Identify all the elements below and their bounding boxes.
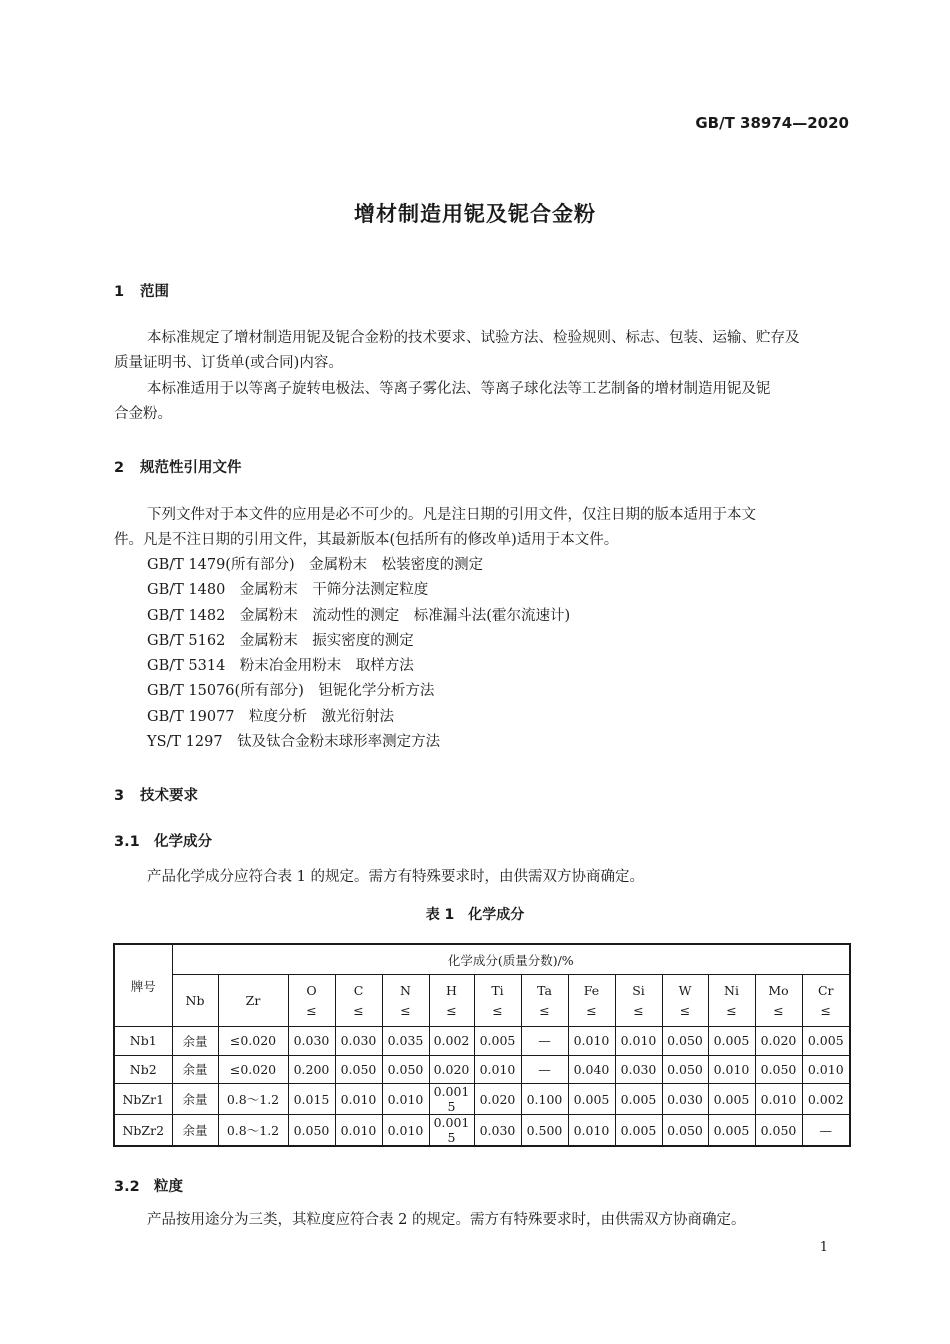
- reference-item: YS/T 1297 钛及钛合金粉末球形率测定方法: [147, 734, 441, 751]
- table-cell: 0.005: [474, 1027, 521, 1056]
- column-header: [474, 975, 521, 1027]
- leq-symbol: ≤: [679, 1002, 691, 1018]
- section-2-heading: [114, 456, 242, 477]
- reference-item: GB/T 19077 粒度分析 激光衍射法: [147, 708, 395, 725]
- grade-cell: Nb1: [114, 1027, 172, 1056]
- section-number: 3.2: [114, 1179, 140, 1195]
- grade-cell: Nb2: [114, 1055, 172, 1084]
- leq-symbol: ≤: [539, 1002, 550, 1018]
- grade-cell: NbZr2: [114, 1115, 172, 1147]
- table-cell: 0.002: [802, 1084, 850, 1115]
- column-header-label: Cr: [817, 982, 834, 998]
- leq-symbol: ≤: [306, 1002, 317, 1018]
- table-cell: 0.040: [568, 1055, 615, 1084]
- leq-symbol: ≤: [353, 1002, 364, 1018]
- table-cell: 0.005: [615, 1084, 662, 1115]
- table-cell: 0.001 5: [429, 1115, 474, 1147]
- column-header: [335, 975, 382, 1027]
- table-cell: 0.500: [521, 1115, 568, 1147]
- table-cell: 余量: [172, 1027, 218, 1056]
- leq-symbol: ≤: [586, 1002, 597, 1018]
- table-cell: 0.010: [474, 1055, 521, 1084]
- table-cell: 0.010: [615, 1027, 662, 1056]
- section-3-heading: [114, 784, 198, 805]
- table-cell: 0.020: [474, 1084, 521, 1115]
- section-3-2-heading: [114, 1175, 183, 1196]
- table-cell: 0.010: [568, 1115, 615, 1147]
- leq-symbol: ≤: [492, 1002, 503, 1018]
- text-line: 本标准适用于以等离子旋转电极法、等离子雾化法、等离子球化法等工艺制备的增材制造用铌及铌: [147, 381, 771, 397]
- table-cell: 0.020: [755, 1027, 802, 1056]
- table-cell: 0.005: [802, 1027, 850, 1056]
- table-subheader-row: [114, 975, 850, 1027]
- table-cell: 0.200: [288, 1055, 335, 1084]
- text-line: 合金粉。: [114, 406, 172, 422]
- column-header: [568, 975, 615, 1027]
- section-number: 1: [114, 284, 125, 300]
- table-cell: 0.015: [288, 1084, 335, 1115]
- text-line: 产品化学成分应符合表 1 的规定。需方有特殊要求时，由供需双方协商确定。: [147, 869, 644, 885]
- table-row: [114, 1027, 850, 1056]
- column-header-label: Si: [632, 982, 645, 998]
- column-header: [708, 975, 755, 1027]
- column-header: [755, 975, 802, 1027]
- table-cell: 0.050: [755, 1055, 802, 1084]
- table-cell: ≤0.020: [218, 1055, 288, 1084]
- table-cell: —: [521, 1027, 568, 1056]
- table-cell: 0.005: [708, 1115, 755, 1147]
- chemical-composition-table: [113, 943, 851, 1147]
- table-cell: ≤0.020: [218, 1027, 288, 1056]
- section-2-paragraph: [114, 503, 849, 553]
- text-line: 下列文件对于本文件的应用是必不可少的。凡是注日期的引用文件，仅注日期的版本适用于本文: [147, 507, 756, 523]
- text-line: 质量证明书、订货单(或合同)内容。: [114, 355, 343, 371]
- table-cell: 0.001 5: [429, 1084, 474, 1115]
- table-cell: 余量: [172, 1084, 218, 1115]
- table-cell: 0.030: [474, 1115, 521, 1147]
- section-number: 2: [114, 460, 125, 476]
- table-header-row: [114, 944, 850, 975]
- reference-item: GB/T 1480 金属粉末 干筛分法测定粒度: [147, 582, 429, 599]
- column-header-label: O: [306, 982, 317, 998]
- table-row: [114, 1115, 850, 1147]
- column-header-label: W: [678, 982, 692, 998]
- section-title: 规范性引用文件: [140, 460, 242, 476]
- leq-symbol: ≤: [446, 1002, 457, 1018]
- section-title: 粒度: [154, 1179, 183, 1195]
- table-cell: 0.050: [382, 1055, 429, 1084]
- section-title: 范围: [140, 284, 169, 300]
- text-line: 件。凡是不注日期的引用文件，其最新版本(包括所有的修改单)适用于本文件。: [114, 532, 619, 548]
- table-cell: 0.010: [335, 1115, 382, 1147]
- column-header-label: Mo: [768, 982, 789, 998]
- table-cell: 0.8～1.2: [218, 1115, 288, 1147]
- section-1-paragraph-1: [114, 326, 849, 376]
- leq-symbol: ≤: [400, 1002, 411, 1018]
- page-number: 1: [819, 1240, 828, 1255]
- table-cell: 0.002: [429, 1027, 474, 1056]
- column-header: [429, 975, 474, 1027]
- column-header-label: Zr: [245, 992, 261, 1008]
- table-cell: 0.010: [802, 1055, 850, 1084]
- table-cell: 0.050: [662, 1055, 708, 1084]
- column-header: [615, 975, 662, 1027]
- leq-symbol: ≤: [773, 1002, 784, 1018]
- table-cell: 0.010: [708, 1055, 755, 1084]
- section-3-1-paragraph: [114, 865, 849, 890]
- column-header: [662, 975, 708, 1027]
- table-cell: 0.030: [662, 1084, 708, 1115]
- column-header-label: Nb: [185, 992, 205, 1008]
- section-1-paragraph-2: [114, 377, 849, 427]
- table-cell: 0.050: [335, 1055, 382, 1084]
- table-cell: 0.100: [521, 1084, 568, 1115]
- document-title: 增材制造用铌及铌合金粉: [354, 202, 596, 226]
- table-cell: 余量: [172, 1115, 218, 1147]
- standard-code: GB/T 38974—2020: [695, 114, 849, 132]
- section-title: 化学成分: [154, 834, 212, 850]
- composition-group-header: 化学成分(质量分数)/%: [172, 944, 850, 975]
- text-line: 本标准规定了增材制造用铌及铌合金粉的技术要求、试验方法、检验规则、标志、包装、运输、贮存及: [147, 330, 800, 346]
- table-cell: —: [802, 1115, 850, 1147]
- section-3-1-heading: [114, 830, 212, 851]
- table-cell: 0.010: [382, 1115, 429, 1147]
- table-cell: 0.030: [615, 1055, 662, 1084]
- leq-symbol: ≤: [820, 1002, 831, 1018]
- reference-item: GB/T 15076(所有部分) 钽铌化学分析方法: [147, 683, 435, 700]
- column-header: [802, 975, 850, 1027]
- column-header-label: Ta: [537, 982, 552, 998]
- grade-header: 牌号: [114, 944, 172, 1027]
- column-header: [521, 975, 568, 1027]
- column-header-label: Ti: [491, 982, 504, 998]
- column-header: [382, 975, 429, 1027]
- section-title: 技术要求: [140, 788, 198, 804]
- table-row: [114, 1084, 850, 1115]
- table-cell: 0.050: [288, 1115, 335, 1147]
- table-cell: 0.010: [755, 1084, 802, 1115]
- section-1-heading: [114, 280, 169, 301]
- reference-item: GB/T 5162 金属粉末 振实密度的测定: [147, 632, 414, 649]
- table-cell: 0.050: [755, 1115, 802, 1147]
- column-header: [172, 975, 218, 1027]
- section-3-2-paragraph: [114, 1208, 849, 1233]
- table-1-caption: 表 1 化学成分: [425, 907, 525, 923]
- leq-symbol: ≤: [633, 1002, 644, 1018]
- column-header-label: C: [353, 982, 364, 998]
- table-cell: 0.010: [568, 1027, 615, 1056]
- table-cell: 0.030: [288, 1027, 335, 1056]
- table-cell: —: [521, 1055, 568, 1084]
- table-cell: 0.8～1.2: [218, 1084, 288, 1115]
- grade-cell: NbZr1: [114, 1084, 172, 1115]
- reference-item: GB/T 1479(所有部分) 金属粉末 松装密度的测定: [147, 557, 484, 573]
- column-header-label: Ni: [724, 982, 739, 998]
- table-cell: 0.005: [615, 1115, 662, 1147]
- normative-reference-list: [147, 553, 570, 755]
- reference-item: GB/T 1482 金属粉末 流动性的测定 标准漏斗法(霍尔流速计): [147, 607, 571, 624]
- text-line: 产品按用途分为三类，其粒度应符合表 2 的规定。需方有特殊要求时，由供需双方协商确定。: [147, 1212, 746, 1228]
- table-cell: 0.030: [335, 1027, 382, 1056]
- column-header: [288, 975, 335, 1027]
- section-number: 3.1: [114, 834, 140, 850]
- table-row: [114, 1055, 850, 1084]
- table-cell: 0.035: [382, 1027, 429, 1056]
- table-cell: 0.005: [708, 1027, 755, 1056]
- table-cell: 0.005: [708, 1084, 755, 1115]
- column-header-label: N: [400, 982, 411, 998]
- table-cell: 余量: [172, 1055, 218, 1084]
- section-number: 3: [114, 788, 125, 804]
- leq-symbol: ≤: [726, 1002, 737, 1018]
- column-header-label: Fe: [583, 982, 600, 998]
- table-cell: 0.050: [662, 1115, 708, 1147]
- table-cell: 0.050: [662, 1027, 708, 1056]
- reference-item: GB/T 5314 粉末冶金用粉末 取样方法: [147, 658, 414, 675]
- table-cell: 0.020: [429, 1055, 474, 1084]
- column-header-label: H: [446, 982, 457, 998]
- table-cell: 0.005: [568, 1084, 615, 1115]
- table-cell: 0.010: [335, 1084, 382, 1115]
- table-cell: 0.010: [382, 1084, 429, 1115]
- column-header: [218, 975, 288, 1027]
